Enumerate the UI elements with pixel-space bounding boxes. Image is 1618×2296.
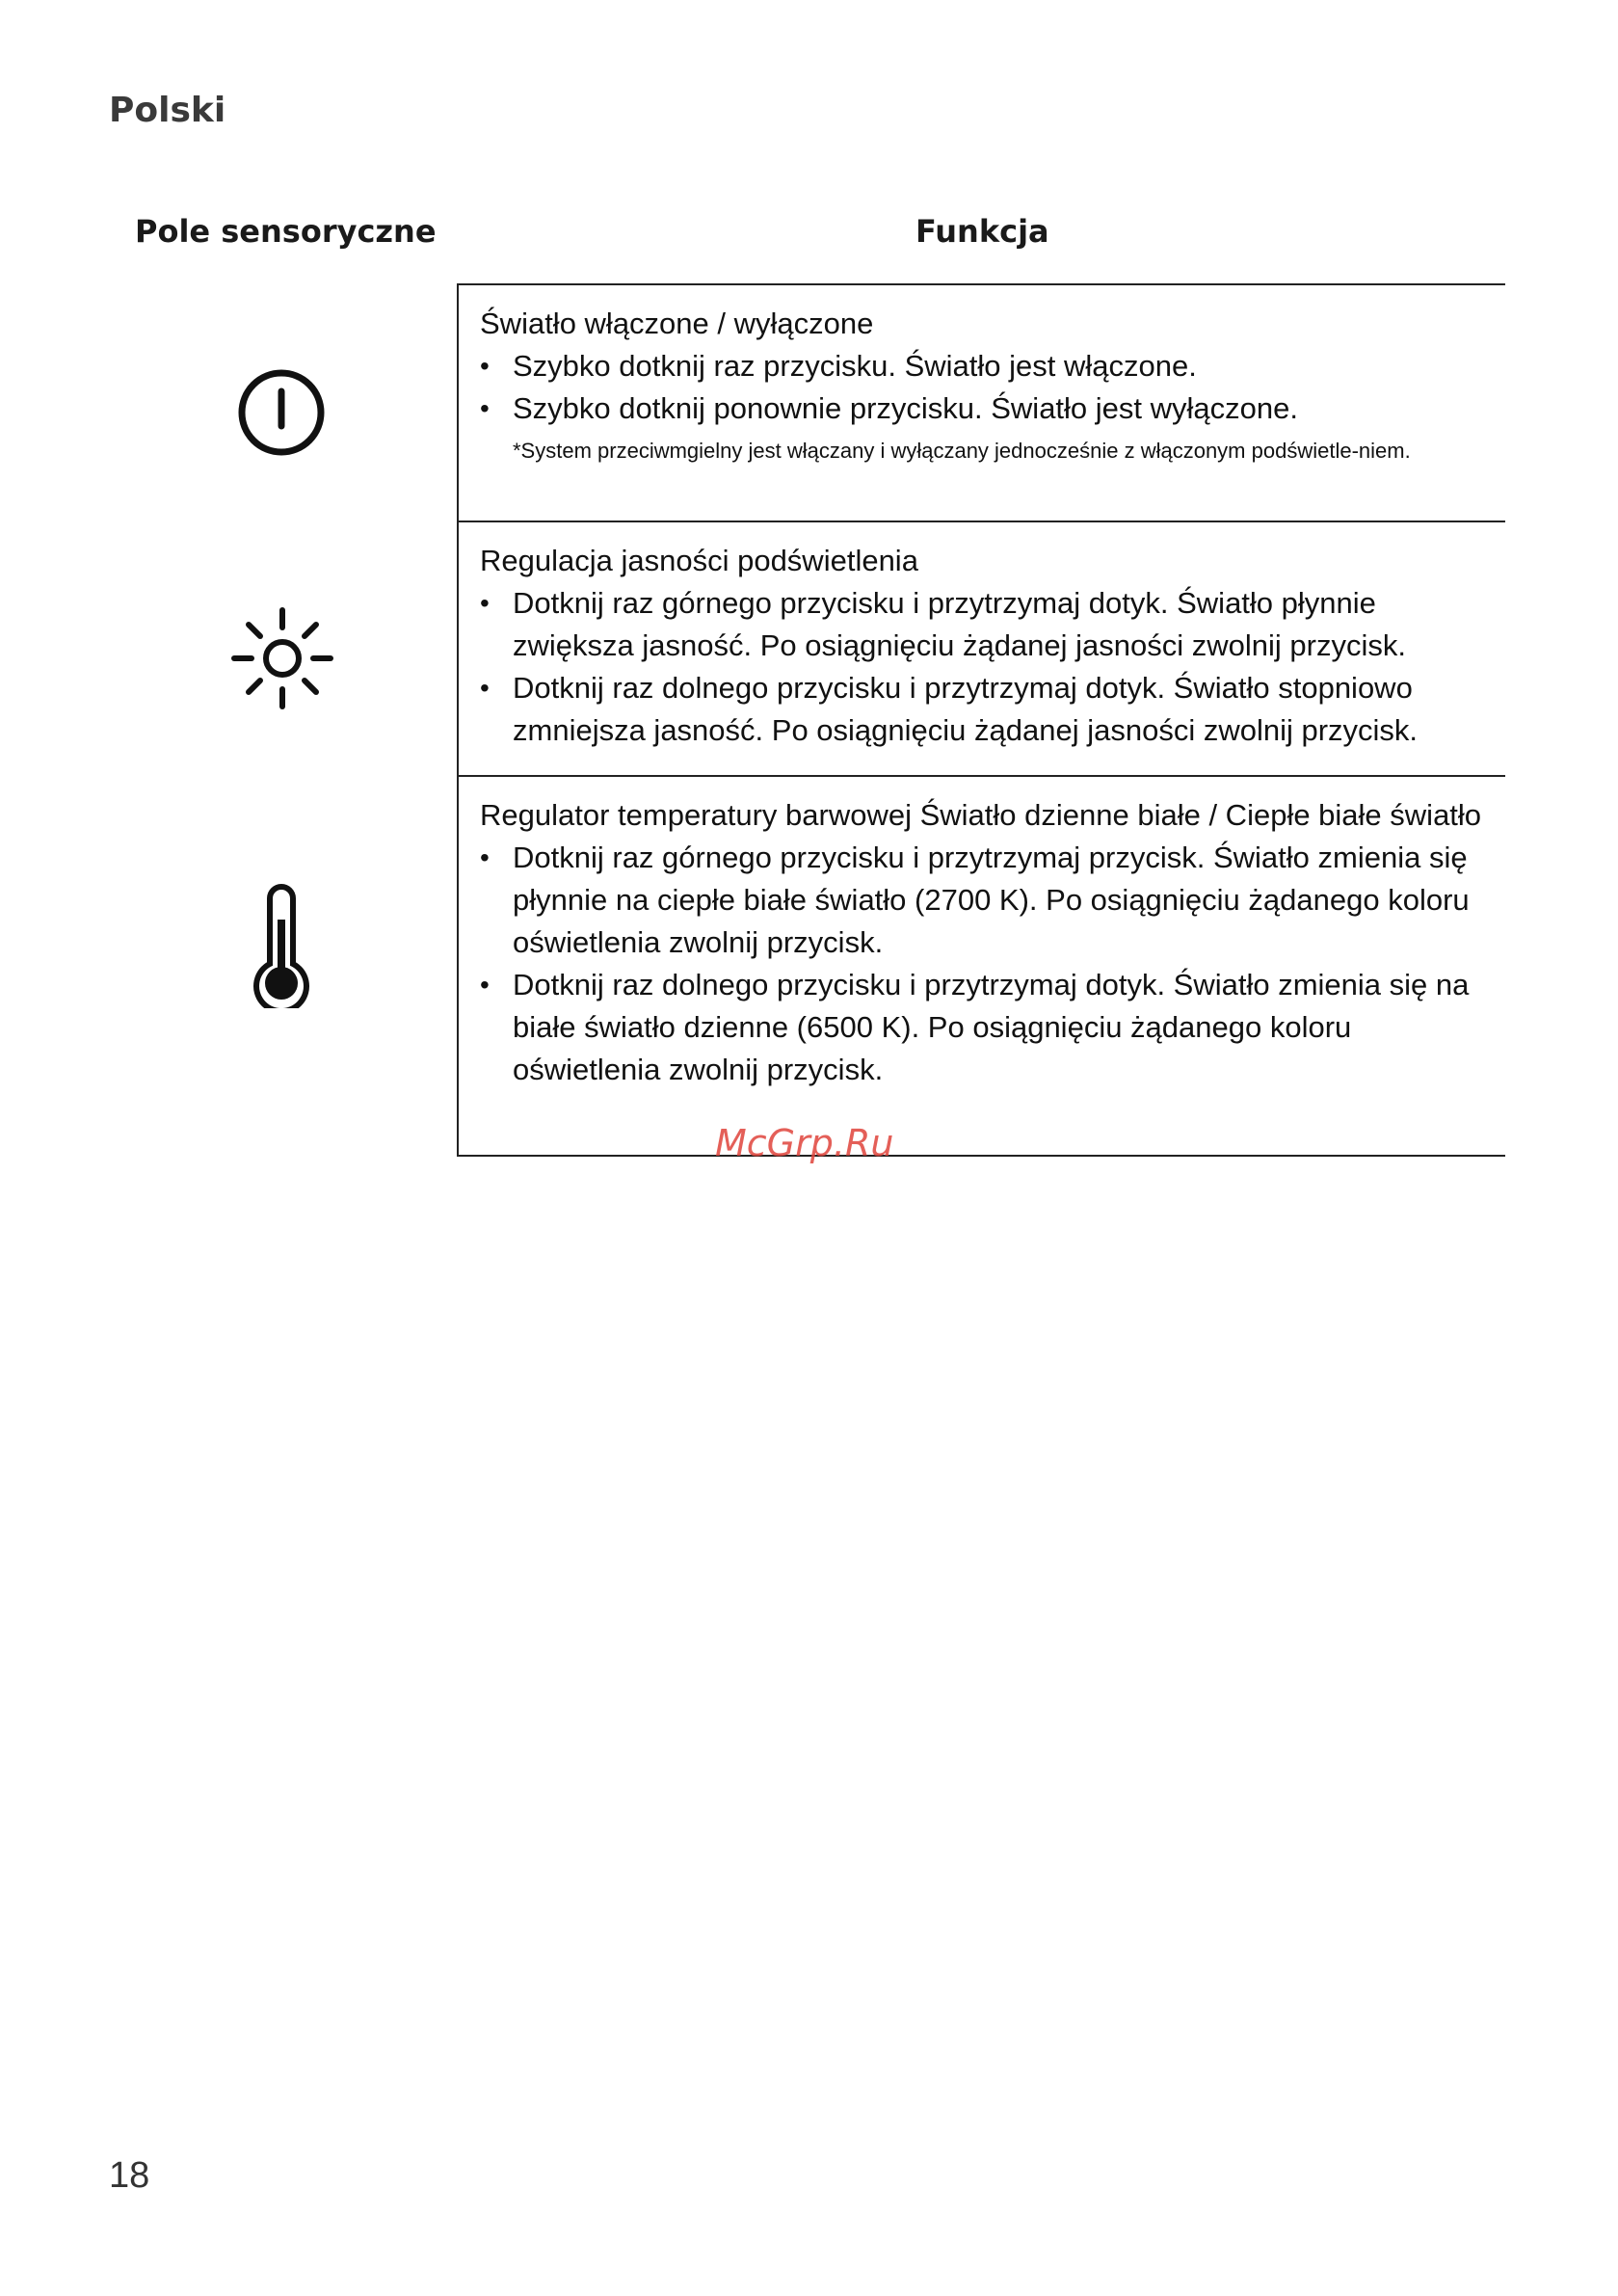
column-header-function: Funkcja — [915, 213, 1049, 250]
bullet-list — [480, 345, 1486, 430]
row-title: Regulator temperatury barwowej Światło dzienne białe / Ciepłe białe światło — [480, 798, 1482, 832]
bullet-list — [480, 582, 1486, 752]
list-item: • Dotknij raz dolnego przycisku i przytrzymaj dotyk. Światło stopniowo zmniejsza jasność. Po osiągnięciu żądanej jasności zwolnij przycisk. — [480, 667, 1486, 752]
language-heading: Polski — [109, 91, 226, 130]
brightness-sun-icon — [228, 604, 336, 712]
list-item: • Dotknij raz górnego przycisku i przytrzymaj dotyk. Światło płynnie zwiększa jasność. Po osiągnięciu żądanej jasności zwolnij przycisk. — [480, 582, 1486, 667]
list-item: • Szybko dotknij raz przycisku. Światło jest włączone. — [480, 345, 1486, 387]
list-item: • Szybko dotknij ponownie przycisku. Światło jest wyłączone. — [480, 387, 1486, 430]
table-row-brightness — [459, 522, 1505, 777]
function-table — [457, 283, 1505, 1157]
page-number: 18 — [109, 2155, 150, 2196]
row-title: Światło włączone / wyłączone — [480, 307, 874, 340]
list-item: • Dotknij raz górnego przycisku i przytrzymaj przycisk. Światło zmienia się płynnie na ciepłe białe światło (2700 K). Po osiągnięciu żądanego koloru oświetlenia zwolnij przycisk. — [480, 837, 1486, 964]
column-header-touch-field: Pole sensoryczne — [135, 213, 437, 250]
thermometer-icon — [251, 881, 312, 1008]
table-row-color-temperature — [459, 777, 1505, 1157]
table-row-power — [459, 285, 1505, 522]
bullet-list — [480, 837, 1486, 1091]
power-icon — [235, 366, 328, 459]
watermark: McGrp.Ru — [715, 1122, 894, 1164]
footnote: *System przeciwmgielny jest włączany i wyłączany jednocześnie z włączonym podświetle-niem. — [513, 439, 1411, 463]
row-title: Regulacja jasności podświetlenia — [480, 544, 918, 577]
list-item: • Dotknij raz dolnego przycisku i przytrzymaj dotyk. Światło zmienia się na białe światło dzienne (6500 K). Po osiągnięciu żądanego koloru oświetlenia zwolnij przycisk. — [480, 964, 1486, 1091]
